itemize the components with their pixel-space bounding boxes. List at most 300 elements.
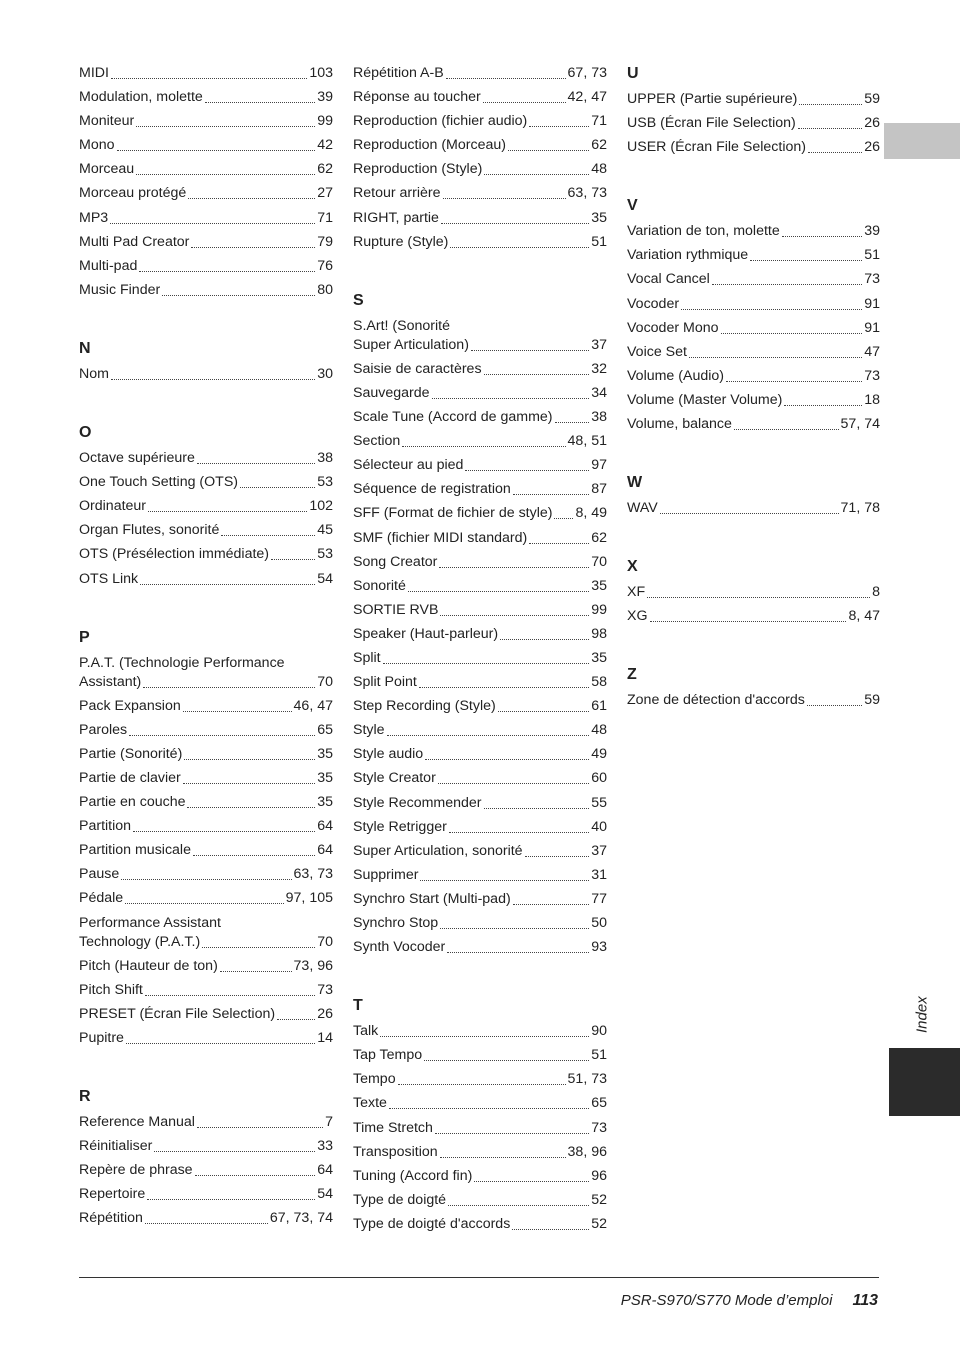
dot-leader xyxy=(425,759,589,760)
index-entry xyxy=(79,1185,333,1204)
index-entry xyxy=(353,529,607,548)
index-term: MP3 xyxy=(79,209,109,226)
index-entry xyxy=(79,112,333,131)
page-refs: 34 xyxy=(591,384,607,401)
dot-leader xyxy=(197,463,315,464)
index-entry xyxy=(353,88,607,107)
section-letter: O xyxy=(79,424,92,442)
index-term: Song Creator xyxy=(353,553,438,570)
dot-leader xyxy=(139,271,315,272)
index-entry xyxy=(627,415,880,434)
index-entry xyxy=(627,499,880,518)
index-entry xyxy=(79,697,333,716)
index-entry xyxy=(79,865,333,884)
page-refs: 64 xyxy=(317,842,333,859)
dot-leader xyxy=(465,470,589,471)
index-entry xyxy=(353,577,607,596)
index-term: Scale Tune (Accord de gamme) xyxy=(353,409,553,426)
index-entry xyxy=(79,654,333,692)
page-number: 113 xyxy=(852,1292,878,1309)
footer-divider xyxy=(79,1277,879,1278)
dot-leader xyxy=(148,511,307,512)
page-refs: 8, 49 xyxy=(575,505,607,522)
page-refs: 50 xyxy=(591,915,607,931)
section-letter: W xyxy=(627,474,643,492)
page-refs: 53 xyxy=(317,474,333,491)
index-term: Talk xyxy=(353,1023,379,1040)
page-refs: 39 xyxy=(317,89,333,106)
index-entry xyxy=(79,889,333,908)
index-term: RIGHT, partie xyxy=(353,209,439,226)
index-entry xyxy=(627,270,880,289)
index-entry xyxy=(79,841,333,860)
dot-leader xyxy=(647,597,870,598)
page-refs: 37 xyxy=(591,842,607,859)
index-entry xyxy=(79,449,333,468)
section-spacer xyxy=(79,594,333,628)
dot-leader xyxy=(447,952,589,953)
page-refs: 35 xyxy=(591,577,607,594)
index-term: Synchro Start (Multi-pad) xyxy=(353,890,511,907)
dot-leader xyxy=(474,1181,589,1182)
dot-leader xyxy=(440,928,589,929)
page-refs: 38 xyxy=(591,409,607,426)
page-refs: 35 xyxy=(317,745,333,762)
index-entry xyxy=(353,697,607,716)
page-refs: 35 xyxy=(317,794,333,811)
index-term: Synth Vocoder xyxy=(353,939,446,956)
section-spacer xyxy=(353,962,607,996)
page-refs: 54 xyxy=(317,1186,333,1203)
index-entry xyxy=(79,793,333,812)
page-refs: 38 xyxy=(317,450,333,467)
index-entry xyxy=(353,1143,607,1162)
section-spacer xyxy=(79,305,333,339)
index-term: Pupitre xyxy=(79,1029,124,1046)
index-entry xyxy=(353,673,607,692)
index-entry xyxy=(79,1161,333,1180)
index-entry xyxy=(353,721,607,740)
index-term: Modulation, molette xyxy=(79,89,203,106)
page-refs: 54 xyxy=(317,570,333,587)
index-entry xyxy=(353,914,607,933)
index-entry xyxy=(353,1215,607,1234)
index-term-continuation xyxy=(353,336,607,355)
index-entry xyxy=(79,184,333,203)
index-entry xyxy=(627,343,880,362)
dot-leader xyxy=(450,247,589,248)
index-term: Partie (Sonorité) xyxy=(79,745,183,762)
page-refs: 73 xyxy=(591,1119,607,1136)
index-entry xyxy=(353,456,607,475)
index-entry xyxy=(353,184,607,203)
index-term: Saisie de caractères xyxy=(353,360,482,377)
index-tab xyxy=(889,1048,960,1116)
index-entry xyxy=(79,1005,333,1024)
page-refs: 26 xyxy=(864,115,880,132)
page-refs: 71 xyxy=(591,113,607,130)
dot-leader xyxy=(498,711,589,712)
dot-leader xyxy=(726,381,862,382)
dot-leader xyxy=(529,543,589,544)
section-spacer xyxy=(627,523,880,557)
index-entry xyxy=(79,721,333,740)
dot-leader xyxy=(110,223,315,224)
index-term: WAV xyxy=(627,500,658,517)
dot-leader xyxy=(154,1151,315,1152)
index-entry xyxy=(353,794,607,813)
page-refs: 49 xyxy=(591,746,607,763)
dot-leader xyxy=(440,615,589,616)
index-entry xyxy=(353,1022,607,1041)
index-entry xyxy=(353,890,607,909)
index-entry xyxy=(353,553,607,572)
dot-leader xyxy=(807,705,862,706)
dot-leader xyxy=(440,1157,566,1158)
dot-leader xyxy=(191,247,315,248)
dot-leader xyxy=(660,513,839,514)
dot-leader xyxy=(513,904,590,905)
page-refs: 51 xyxy=(864,247,880,264)
dot-leader xyxy=(133,831,315,832)
page-refs: 32 xyxy=(591,360,607,377)
section-letter: S xyxy=(353,291,364,309)
index-term: Partie de clavier xyxy=(79,769,181,786)
index-term: Tuning (Accord fin) xyxy=(353,1167,473,1184)
index-term: S.Art! (Sonorité xyxy=(353,317,450,334)
dot-leader xyxy=(240,487,315,488)
index-term: Repère de phrase xyxy=(79,1162,193,1179)
index-term: Zone de détection d'accords xyxy=(627,692,805,709)
page-refs: 73 xyxy=(317,981,333,998)
page-refs: 96 xyxy=(591,1167,607,1184)
page-refs: 35 xyxy=(317,769,333,786)
page-refs: 18 xyxy=(864,391,880,408)
index-entry xyxy=(627,583,880,602)
page-refs: 61 xyxy=(591,698,607,715)
dot-leader xyxy=(202,947,315,948)
dot-leader xyxy=(408,591,589,592)
index-entry xyxy=(353,1070,607,1089)
dot-leader xyxy=(432,398,590,399)
index-entry xyxy=(79,769,333,788)
index-entry xyxy=(79,914,333,952)
index-entry xyxy=(353,1046,607,1065)
manual-title: PSR-S970/S770 Mode d’emploi xyxy=(620,1292,833,1309)
page-refs: 71 xyxy=(317,209,333,226)
index-term: Répétition xyxy=(79,1210,143,1227)
index-term: SMF (fichier MIDI standard) xyxy=(353,529,528,546)
page-refs: 39 xyxy=(864,223,880,240)
index-term: Retour arrière xyxy=(353,185,441,202)
index-term: UPPER (Partie supérieure) xyxy=(627,91,798,107)
index-term: USER (Écran File Selection) xyxy=(627,139,806,156)
index-entry xyxy=(353,866,607,885)
dot-leader xyxy=(420,880,589,881)
index-term: P.A.T. (Technologie Performance xyxy=(79,654,285,671)
index-term: Ordinateur xyxy=(79,498,147,515)
index-entry xyxy=(627,90,880,109)
page-refs: 76 xyxy=(317,257,333,274)
index-term: Multi Pad Creator xyxy=(79,233,190,250)
index-term: Transposition xyxy=(353,1143,438,1160)
index-entry xyxy=(79,257,333,276)
dot-leader xyxy=(508,150,589,151)
dot-leader xyxy=(808,152,862,153)
page-refs: 59 xyxy=(864,692,880,709)
index-term: Vocal Cancel xyxy=(627,271,710,288)
index-term: MIDI xyxy=(79,65,109,81)
section-letter: V xyxy=(627,197,638,215)
dot-leader xyxy=(383,663,590,664)
index-term: Partition xyxy=(79,818,132,835)
page-refs: 14 xyxy=(317,1029,333,1046)
dot-leader xyxy=(277,1019,315,1020)
index-entry xyxy=(353,64,607,83)
index-term: Tempo xyxy=(353,1071,396,1088)
section-letter: R xyxy=(79,1088,91,1105)
index-entry xyxy=(79,521,333,540)
index-term: PRESET (Écran File Selection) xyxy=(79,1005,276,1022)
section-tab-marker xyxy=(884,123,960,159)
index-entry xyxy=(353,1167,607,1186)
dot-leader xyxy=(554,518,573,519)
index-entry xyxy=(353,136,607,155)
page-refs: 31 xyxy=(591,866,607,883)
page-refs: 52 xyxy=(591,1191,607,1208)
index-entry xyxy=(79,88,333,107)
page-refs: 99 xyxy=(591,601,607,618)
index-entry xyxy=(79,545,333,564)
index-term-continuation xyxy=(79,673,333,692)
index-entry xyxy=(627,391,880,410)
page-refs: 35 xyxy=(591,649,607,666)
dot-leader xyxy=(125,903,283,904)
index-entry xyxy=(627,138,880,157)
dot-leader xyxy=(380,1036,589,1037)
page-refs: 73 xyxy=(864,271,880,288)
index-term: Style audio xyxy=(353,746,424,763)
index-entry xyxy=(627,367,880,386)
index-entry xyxy=(627,222,880,241)
index-column-2 xyxy=(353,64,607,1239)
index-term: Partie en couche xyxy=(79,794,186,811)
page-refs: 47 xyxy=(864,343,880,360)
index-term: Pause xyxy=(79,866,120,883)
dot-leader xyxy=(782,236,862,237)
index-term: Mono xyxy=(79,137,115,154)
index-term: Vocoder Mono xyxy=(627,319,719,336)
dot-leader xyxy=(121,879,291,880)
index-entry xyxy=(353,233,607,252)
page-refs: 97, 105 xyxy=(285,890,333,907)
page-refs: 64 xyxy=(317,1162,333,1179)
page-refs: 46, 47 xyxy=(293,697,333,714)
index-entry xyxy=(353,601,607,620)
index-entry xyxy=(353,360,607,379)
dot-leader xyxy=(271,559,315,560)
index-term: Pédale xyxy=(79,890,124,907)
section-letter: N xyxy=(79,339,91,357)
index-term: Nom xyxy=(79,365,109,382)
page-refs: 55 xyxy=(591,794,607,811)
page-refs: 62 xyxy=(591,137,607,154)
dot-leader xyxy=(183,711,292,712)
dot-leader xyxy=(221,535,315,536)
dot-leader xyxy=(484,174,589,175)
page-refs: 45 xyxy=(317,522,333,539)
dot-leader xyxy=(650,621,847,622)
index-tab-label: Index xyxy=(913,996,931,1034)
index-term: Paroles xyxy=(79,721,128,738)
page-refs: 51 xyxy=(591,233,607,250)
index-term: Repertoire xyxy=(79,1186,146,1203)
index-entry xyxy=(79,957,333,976)
page-refs: 70 xyxy=(317,933,333,950)
index-term: Volume (Audio) xyxy=(627,367,724,384)
page-refs: 70 xyxy=(317,673,333,690)
section-spacer xyxy=(79,1053,333,1087)
dot-leader xyxy=(513,494,589,495)
page-refs: 64 xyxy=(317,818,333,835)
index-term: Organ Flutes, sonorité xyxy=(79,522,220,539)
index-entry xyxy=(353,1191,607,1210)
index-entry xyxy=(353,112,607,131)
index-entry xyxy=(353,317,607,355)
dot-leader xyxy=(443,198,566,199)
dot-leader xyxy=(402,446,565,447)
dot-leader xyxy=(484,374,590,375)
page-refs: 42 xyxy=(317,137,333,154)
index-entry xyxy=(79,817,333,836)
page-refs: 65 xyxy=(317,721,333,738)
page-refs: 102 xyxy=(309,498,333,515)
dot-leader xyxy=(712,284,862,285)
index-term: SORTIE RVB xyxy=(353,601,439,618)
page-refs: 62 xyxy=(591,529,607,546)
index-entry xyxy=(79,745,333,764)
section-letter: X xyxy=(627,558,638,576)
page-refs: 48 xyxy=(591,722,607,739)
index-term: Reproduction (Morceau) xyxy=(353,137,506,154)
index-entry xyxy=(79,1137,333,1156)
index-term: Partition musicale xyxy=(79,842,191,859)
section-letter: T xyxy=(353,997,363,1015)
index-term: Reference Manual xyxy=(79,1114,195,1130)
page-refs: 38, 96 xyxy=(567,1143,607,1160)
page-refs: 87 xyxy=(591,481,607,498)
index-entry xyxy=(627,114,880,133)
index-term: Multi-pad xyxy=(79,257,138,274)
index-entry xyxy=(79,1113,333,1132)
page-refs: 73 xyxy=(864,367,880,384)
index-term-line2: Super Articulation) xyxy=(353,336,469,353)
index-term: Type de doigté xyxy=(353,1191,447,1208)
page-refs: 35 xyxy=(591,209,607,226)
dot-leader xyxy=(136,126,315,127)
page-refs: 57, 74 xyxy=(840,416,880,433)
page-refs: 67, 73, 74 xyxy=(269,1210,333,1227)
index-term: Split xyxy=(353,649,381,666)
index-term: Texte xyxy=(353,1095,387,1112)
dot-leader xyxy=(187,807,315,808)
index-term: XF xyxy=(627,584,646,601)
page-refs: 52 xyxy=(591,1215,607,1232)
index-entry xyxy=(79,281,333,300)
index-entry xyxy=(627,319,880,338)
index-term: Tap Tempo xyxy=(353,1047,423,1064)
dot-leader xyxy=(512,1229,589,1230)
index-entry xyxy=(79,136,333,155)
page-refs: 79 xyxy=(317,233,333,250)
index-column-3 xyxy=(627,64,880,716)
index-entry xyxy=(353,1094,607,1113)
dot-leader xyxy=(143,687,315,688)
index-term: Reproduction (fichier audio) xyxy=(353,113,528,130)
index-entry xyxy=(353,769,607,788)
dot-leader xyxy=(438,783,589,784)
dot-leader xyxy=(448,1205,589,1206)
index-term: Section xyxy=(353,433,401,450)
dot-leader xyxy=(183,783,315,784)
index-entry xyxy=(353,209,607,228)
index-term: Morceau xyxy=(79,161,135,178)
dot-leader xyxy=(136,174,315,175)
dot-leader xyxy=(721,333,863,334)
section-spacer xyxy=(627,631,880,665)
dot-leader xyxy=(424,1060,589,1061)
index-term: Séquence de registration xyxy=(353,481,511,498)
section-letter: P xyxy=(79,628,90,646)
page-refs: 51 xyxy=(591,1047,607,1064)
dot-leader xyxy=(799,104,862,105)
index-column-1 xyxy=(79,64,333,1233)
index-term: Performance Assistant xyxy=(79,914,221,931)
dot-leader xyxy=(529,126,589,127)
dot-leader xyxy=(162,295,315,296)
index-term: Réinitialiser xyxy=(79,1138,153,1155)
index-term: USB (Écran File Selection) xyxy=(627,115,796,132)
index-term: Moniteur xyxy=(79,113,135,130)
index-entry xyxy=(627,607,880,626)
index-entry xyxy=(79,981,333,1000)
index-entry xyxy=(627,295,880,314)
index-term: Pitch (Hauteur de ton) xyxy=(79,957,218,974)
index-term: One Touch Setting (OTS) xyxy=(79,474,239,491)
page-refs: 65 xyxy=(591,1095,607,1112)
section-letter: Z xyxy=(627,666,637,684)
index-entry xyxy=(627,691,880,710)
index-entry xyxy=(353,649,607,668)
page-refs: 37 xyxy=(591,336,607,353)
page-refs: 60 xyxy=(591,770,607,787)
index-entry xyxy=(353,938,607,957)
dot-leader xyxy=(435,1133,589,1134)
index-entry xyxy=(79,233,333,252)
index-entry xyxy=(353,384,607,403)
page-refs: 99 xyxy=(317,113,333,130)
dot-leader xyxy=(188,198,315,199)
page-refs: 91 xyxy=(864,319,880,336)
dot-leader xyxy=(483,102,566,103)
page-refs: 73, 96 xyxy=(293,957,333,974)
page-refs: 90 xyxy=(591,1023,607,1040)
index-entry xyxy=(353,160,607,179)
page-refs: 103 xyxy=(309,65,333,81)
dot-leader xyxy=(525,856,590,857)
index-term: Step Recording (Style) xyxy=(353,698,496,715)
page-refs: 71, 78 xyxy=(840,500,880,517)
